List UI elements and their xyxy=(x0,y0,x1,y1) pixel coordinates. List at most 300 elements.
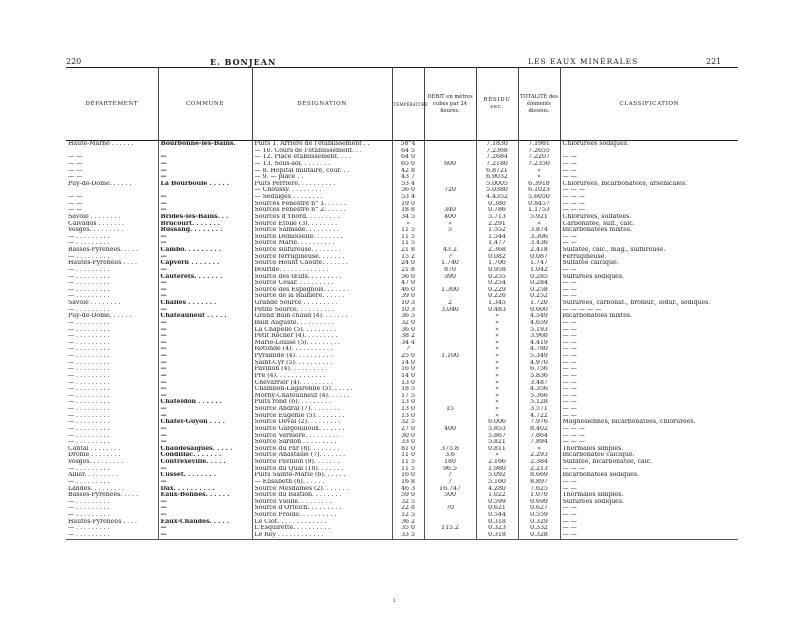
table-row xyxy=(66,201,738,208)
cell-temperature: 13 0 xyxy=(392,399,424,406)
cell-classification: — — xyxy=(560,380,738,387)
cell-debit: ? xyxy=(424,254,476,261)
cell-debit: 400 xyxy=(424,214,476,221)
cell-debit xyxy=(424,313,476,320)
cell-departement: — . . . . . . . . . xyxy=(66,380,158,387)
cell-debit xyxy=(424,512,476,519)
table-row xyxy=(66,240,738,247)
cell-commune: — xyxy=(158,512,252,519)
cell-commune: — xyxy=(158,505,252,512)
cell-designation: Source des Espagnols. . . . . . . xyxy=(252,287,392,294)
cell-totalite: 5.921 xyxy=(518,214,560,221)
cell-designation: Source Anastasie (7). . . . . . . xyxy=(252,452,392,459)
cell-departement: Basses-Pyrénées. . . . . xyxy=(66,247,158,254)
cell-classification: — — xyxy=(560,280,738,287)
cell-designation: Le Clot. . . . . . . . . . . . . xyxy=(252,519,392,526)
cell-classification: — — xyxy=(560,366,738,373)
cell-residu: 4.4352 xyxy=(476,194,518,201)
cell-residu: » xyxy=(476,320,518,327)
cell-debit: 1.300 xyxy=(424,287,476,294)
cell-residu: 0.082 xyxy=(476,254,518,261)
cell-residu: 7.1830 xyxy=(476,141,518,148)
running-title: LES EAUX MINÉRALES xyxy=(528,57,639,66)
cell-totalite: 5.366 xyxy=(518,393,560,400)
cell-designation: Sources d'Ybord. . . . . . . . . xyxy=(252,214,392,221)
cell-temperature: 14 0 xyxy=(392,360,424,367)
cell-departement: — . . . . . . . . . xyxy=(66,287,158,294)
table-row xyxy=(66,214,738,221)
cell-debit: 115.2 xyxy=(424,525,476,532)
cell-residu: 0.318 xyxy=(476,519,518,526)
cell-classification: — — xyxy=(560,406,738,413)
cell-classification: — — xyxy=(560,525,738,532)
cell-residu: 1.477 xyxy=(476,240,518,247)
cell-totalite: 8.402 xyxy=(518,426,560,433)
cell-departement: — . . . . . . . . . xyxy=(66,373,158,380)
cell-temperature: 10 3 xyxy=(392,300,424,307)
cell-designation: Source Vernière. . . . . . . . . xyxy=(252,433,392,440)
cell-designation: Source Mesdames (2). . . . . . . xyxy=(252,486,392,493)
cell-commune: — xyxy=(158,207,252,214)
cell-residu: 0.483 xyxy=(476,307,518,314)
cell-residu: 1.700 xyxy=(476,260,518,267)
cell-departement: — . . . . . . . . . xyxy=(66,327,158,334)
table-row xyxy=(66,492,738,499)
cell-totalite: 5.836 xyxy=(518,373,560,380)
cell-designation: Puits 1. Arrière de l'établissement . . xyxy=(252,141,392,148)
cell-debit xyxy=(424,380,476,387)
cell-residu: 5.853 xyxy=(476,426,518,433)
cell-debit: 870 xyxy=(424,267,476,274)
cell-classification: Magnésiennes, bicarbonatées, chlorurées. xyxy=(560,419,738,426)
cell-totalite: 1.747 xyxy=(518,260,560,267)
table-row xyxy=(66,234,738,241)
cell-residu: 6.8721 xyxy=(476,168,518,175)
cell-debit: 720 xyxy=(424,187,476,194)
cell-temperature: 18 8 xyxy=(392,207,424,214)
cell-classification: — — xyxy=(560,168,738,175)
cell-debit: 96.5 xyxy=(424,466,476,473)
table-row xyxy=(66,307,738,314)
cell-debit xyxy=(424,386,476,393)
cell-departement: Haute-Marne . . . . . . xyxy=(66,141,158,148)
cell-totalite: 3.436 xyxy=(518,240,560,247)
table-row xyxy=(66,254,738,261)
cell-totalite: 7.864 xyxy=(518,433,560,440)
table-row xyxy=(66,227,738,234)
cell-temperature: 27 0 xyxy=(392,426,424,433)
cell-designation: Chambon-Lagarenne (5). . . . . . xyxy=(252,386,392,393)
cell-totalite: 0.285 xyxy=(518,274,560,281)
cell-classification: — — xyxy=(560,287,738,294)
cell-temperature: 59 0 xyxy=(392,492,424,499)
cell-residu: 7.2368 xyxy=(476,148,518,155)
cell-designation: Marie-Louise (5). . . . . . . . . xyxy=(252,340,392,347)
cell-residu: 1.022 xyxy=(476,492,518,499)
cell-commune: — xyxy=(158,154,252,161)
cell-debit xyxy=(424,439,476,446)
cell-classification: — — xyxy=(560,333,738,340)
cell-departement: — . . . . . . . . . xyxy=(66,333,158,340)
cell-totalite: 3.487 xyxy=(518,380,560,387)
cell-departement: Vosges. . . . . . . . . xyxy=(66,459,158,466)
cell-classification: — — xyxy=(560,234,738,241)
cell-totalite: 0.8457 xyxy=(518,201,560,208)
cell-commune: Brucourt. . . . . . . xyxy=(158,221,252,228)
table-row xyxy=(66,141,738,148)
cell-commune: — xyxy=(158,525,252,532)
cell-totalite: 0.600 xyxy=(518,307,560,314)
cell-designation: Puits rond (6). . . . . . . . . xyxy=(252,399,392,406)
table-row xyxy=(66,373,738,380)
table-row xyxy=(66,525,738,532)
table-row xyxy=(66,280,738,287)
cell-temperature: 19 0 xyxy=(392,201,424,208)
cell-commune: — xyxy=(158,240,252,247)
cell-debit xyxy=(424,333,476,340)
cell-temperature: 33 5 xyxy=(392,532,424,539)
cell-designation: — 12. Place établissement. . . . xyxy=(252,154,392,161)
table-row xyxy=(66,161,738,168)
cell-totalite: 2.213 xyxy=(518,466,560,473)
cell-residu: 0.811 xyxy=(476,446,518,453)
cell-temperature: 10 3 xyxy=(392,307,424,314)
cell-totalite: 0.329 xyxy=(518,519,560,526)
cell-departement: Hautes-Pyrénées . . . . xyxy=(66,519,158,526)
table-row xyxy=(66,327,738,334)
cell-designation: Source du Par (8). . . . . . . . xyxy=(252,446,392,453)
cell-residu: 5.821 xyxy=(476,439,518,446)
cell-designation: Source des Œufs. . . . . . . . . xyxy=(252,274,392,281)
cell-residu: » xyxy=(476,313,518,320)
cell-classification: Bicarbonatées mixtes. xyxy=(560,313,738,320)
cell-commune: Chaudesaigues. . . . . xyxy=(158,446,252,453)
cell-departement: — . . . . . . . . . xyxy=(66,426,158,433)
cell-classification: — — xyxy=(560,154,738,161)
cell-departement: — . . . . . . . . . xyxy=(66,406,158,413)
table-row xyxy=(66,519,738,526)
cell-totalite: 0.332 xyxy=(518,525,560,532)
cell-temperature: 81 0 xyxy=(392,446,424,453)
mineral-waters-table xyxy=(66,67,738,540)
table-row xyxy=(66,221,738,228)
cell-debit xyxy=(424,393,476,400)
col-header-totalite: TOTALITÉ des éléments dissous. xyxy=(518,68,560,141)
cell-temperature: 22 8 xyxy=(392,505,424,512)
cell-commune: — xyxy=(158,194,252,201)
running-author: E. BONJEAN xyxy=(210,57,277,67)
cell-designation: Source d'Orteich. . . . . . . . . xyxy=(252,505,392,512)
cell-departement: — . . . . . . . . . xyxy=(66,393,158,400)
cell-residu: 4.280 xyxy=(476,486,518,493)
cell-designation: Grand Bain chaud (4). . . . . . . xyxy=(252,313,392,320)
cell-debit: ? xyxy=(424,472,476,479)
cell-classification: — — — xyxy=(560,466,738,473)
cell-classification: — — xyxy=(560,174,738,181)
cell-commune: Châtel-Guyon . . . . xyxy=(158,419,252,426)
table-row xyxy=(66,340,738,347)
cell-debit xyxy=(424,499,476,506)
cell-designation: Source Froide. . . . . . . . . . xyxy=(252,512,392,519)
cell-debit: 390 xyxy=(424,274,476,281)
cell-totalite: » xyxy=(518,174,560,181)
cell-totalite: 2.384 xyxy=(518,459,560,466)
cell-commune: — xyxy=(158,360,252,367)
cell-totalite: 0.087 xyxy=(518,254,560,261)
cell-classification: — — xyxy=(560,373,738,380)
cell-debit xyxy=(424,373,476,380)
cell-temperature: 34 5 xyxy=(392,214,424,221)
cell-commune: — xyxy=(158,346,252,353)
cell-debit: 375.8 xyxy=(424,446,476,453)
cell-totalite: 3.874 xyxy=(518,227,560,234)
cell-commune: Cusset. . . . . . . . xyxy=(158,472,252,479)
cell-temperature: 16 0 xyxy=(392,366,424,373)
cell-classification: Bicarbonatée calcique. xyxy=(560,452,738,459)
cell-residu: 0.229 xyxy=(476,287,518,294)
cell-debit xyxy=(424,433,476,440)
cell-residu: 0.380 xyxy=(476,201,518,208)
cell-designation: La Chapelle (5). . . . . . . . . xyxy=(252,327,392,334)
cell-designation: Chevarrier (4). . . . . . . . . xyxy=(252,380,392,387)
cell-debit xyxy=(424,346,476,353)
cell-debit xyxy=(424,168,476,175)
table-row xyxy=(66,154,738,161)
cell-totalite: 8.669 xyxy=(518,472,560,479)
cell-designation: Source Gargouilloux. . . . . . . xyxy=(252,426,392,433)
cell-debit xyxy=(424,419,476,426)
cell-classification: — — — xyxy=(560,194,738,201)
table-row xyxy=(66,439,738,446)
cell-totalite: 0.328 xyxy=(518,532,560,539)
cell-commune: Contrexéville. . . . . xyxy=(158,459,252,466)
cell-commune: — xyxy=(158,168,252,175)
table-row xyxy=(66,380,738,387)
cell-debit: 43.2 xyxy=(424,247,476,254)
cell-totalite: » xyxy=(518,446,560,453)
cell-commune: Bourbonne-les-Bains. xyxy=(158,141,252,148)
cell-totalite: 7.2207 xyxy=(518,154,560,161)
col-header-departement: DÉPARTEMENT xyxy=(66,68,158,141)
cell-departement: — . . . . . . . . . xyxy=(66,505,158,512)
cell-classification: Chlorurées, bicarbonatées, arsenicales. xyxy=(560,181,738,188)
cell-temperature: 24 0 xyxy=(392,260,424,267)
cell-departement: — . . . . . . . . . xyxy=(66,346,158,353)
cell-departement: — . . . . . . . . . xyxy=(66,532,158,539)
cell-commune: Châteldon . . . . . . xyxy=(158,399,252,406)
cell-temperature: 21 8 xyxy=(392,247,424,254)
cell-residu: » xyxy=(476,346,518,353)
cell-totalite: 1.1753 xyxy=(518,207,560,214)
cell-designation: — Sedaiges . . . . . . . . xyxy=(252,194,392,201)
cell-designation: Morny-Châteauneuf (4). . . . . . xyxy=(252,393,392,400)
cell-classification: Thermales simples. xyxy=(560,492,738,499)
cell-temperature: 16 0 xyxy=(392,472,424,479)
cell-commune: Cauterets. . . . . . . xyxy=(158,274,252,281)
cell-designation: Source Etoile (3). . . . . . . . xyxy=(252,221,392,228)
cell-designation: Source ferrugineuse. . . . . . . xyxy=(252,254,392,261)
cell-commune: — xyxy=(158,373,252,380)
cell-debit xyxy=(424,201,476,208)
cell-temperature: 36 5 xyxy=(392,313,424,320)
cell-departement: — . . . . . . . . . xyxy=(66,366,158,373)
col-header-debit: DÉBIT en mètres cubes par 24 heures. xyxy=(424,68,476,141)
cell-commune: Condillac. . . . . . . xyxy=(158,452,252,459)
cell-debit: 5 xyxy=(424,227,476,234)
cell-totalite: 3.571 xyxy=(518,406,560,413)
cell-classification: Thermales simples. xyxy=(560,446,738,453)
cell-departement: — . . . . . . . . . xyxy=(66,525,158,532)
cell-residu: 0.254 xyxy=(476,280,518,287)
cell-departement xyxy=(66,148,158,155)
cell-totalite: 3.968 xyxy=(518,333,560,340)
cell-designation: Source Deval (2). . . . . . . . . xyxy=(252,419,392,426)
cell-commune: Capvern . . . . . . . xyxy=(158,260,252,267)
cell-departement: Basses-Pyrénées. . . . . xyxy=(66,492,158,499)
cell-temperature: 53 4 xyxy=(392,194,424,201)
cell-residu: 0.318 xyxy=(476,532,518,539)
cell-departement: Savoie . . . . . . . . xyxy=(66,214,158,221)
cell-designation: Source du Bastion. . . . . . . . xyxy=(252,492,392,499)
cell-temperature: 42 8 xyxy=(392,168,424,175)
cell-debit: ? xyxy=(424,479,476,486)
table-row xyxy=(66,393,738,400)
cell-debit xyxy=(424,194,476,201)
cell-classification: Chlorurées, sulfatées. xyxy=(560,214,738,221)
cell-classification: Sulfatée calcique. xyxy=(560,260,738,267)
cell-temperature: 15 2 xyxy=(392,254,424,261)
cell-commune: — xyxy=(158,280,252,287)
cell-residu: 0.323 xyxy=(476,525,518,532)
cell-residu: » xyxy=(476,452,518,459)
cell-departement: — — xyxy=(66,168,158,175)
cell-designation: Source Demoiselle. . . . . . . . xyxy=(252,234,392,241)
cell-residu: » xyxy=(476,340,518,347)
cell-totalite: 7.2350 xyxy=(518,161,560,168)
cell-debit xyxy=(424,360,476,367)
cell-departement: — — xyxy=(66,154,158,161)
cell-designation: Puits Perrière. . . . . . . . . . xyxy=(252,181,392,188)
cell-residu: 6.006 xyxy=(476,419,518,426)
table-row xyxy=(66,346,738,353)
cell-classification: Chlorurées sodiques. xyxy=(560,141,738,148)
cell-classification: — — xyxy=(560,327,738,334)
cell-designation: Source du Quai (10). . . . . . . xyxy=(252,466,392,473)
cell-departement: — . . . . . . . . . xyxy=(66,499,158,506)
cell-commune: — xyxy=(158,340,252,347)
table-row xyxy=(66,512,738,519)
table-row xyxy=(66,207,738,214)
cell-debit: 15 xyxy=(424,406,476,413)
right-page-number: 221 xyxy=(706,57,722,66)
table-row xyxy=(66,287,738,294)
table-row xyxy=(66,181,738,188)
cell-classification: — — xyxy=(560,320,738,327)
cell-debit xyxy=(424,148,476,155)
cell-departement: — . . . . . . . . . xyxy=(66,360,158,367)
table-row xyxy=(66,366,738,373)
cell-commune: — xyxy=(158,380,252,387)
cell-designation: — 10. Cours de l'établissement. . . xyxy=(252,148,392,155)
cell-temperature: 38 2 xyxy=(392,333,424,340)
cell-totalite: 5.193 xyxy=(518,327,560,334)
cell-classification: — — xyxy=(560,519,738,526)
cell-temperature: 11 0 xyxy=(392,452,424,459)
cell-commune: Dax. . . . . . . . . . xyxy=(158,486,252,493)
cell-debit xyxy=(424,519,476,526)
cell-residu: » xyxy=(476,353,518,360)
cell-residu: 5.713 xyxy=(476,214,518,221)
cell-commune: Bussang. . . . . . . . xyxy=(158,227,252,234)
table-row xyxy=(66,320,738,327)
cell-departement: Landes. . . . . . . . . xyxy=(66,486,158,493)
cell-residu: 5.0005 xyxy=(476,181,518,188)
table-row xyxy=(66,274,738,281)
cell-temperature: 43 7 xyxy=(392,174,424,181)
cell-temperature: 11 5 xyxy=(392,240,424,247)
cell-residu: 0.544 xyxy=(476,512,518,519)
cell-classification: — — xyxy=(560,505,738,512)
cell-residu: 1.345 xyxy=(476,300,518,307)
cell-designation: Source Hount Caoute. . . . . . . xyxy=(252,260,392,267)
cell-debit xyxy=(424,293,476,300)
cell-classification: Sulfurées sodiques. xyxy=(560,274,738,281)
table-row xyxy=(66,386,738,393)
cell-temperature: 12 5 xyxy=(392,512,424,519)
cell-departement: — . . . . . . . . . xyxy=(66,274,158,281)
cell-temperature: 36 2 xyxy=(392,519,424,526)
cell-totalite: 6.756 xyxy=(518,366,560,373)
cell-departement: — . . . . . . . . . xyxy=(66,340,158,347)
col-header-temperature: TEMPÉRATURE xyxy=(392,68,424,141)
cell-designation: Bain Auguste. . . . . . . . . . xyxy=(252,320,392,327)
table-row xyxy=(66,472,738,479)
table-row xyxy=(66,148,738,155)
cell-commune: — xyxy=(158,161,252,168)
table-row xyxy=(66,466,738,473)
cell-residu: 1.980 xyxy=(476,466,518,473)
cell-commune: — xyxy=(158,439,252,446)
cell-debit xyxy=(424,234,476,241)
cell-departement: — . . . . . . . . . xyxy=(66,240,158,247)
cell-departement: — . . . . . . . . . xyxy=(66,479,158,486)
cell-temperature: 56 0 xyxy=(392,187,424,194)
cell-commune: — xyxy=(158,254,252,261)
cell-temperature: 11 5 xyxy=(392,234,424,241)
cell-temperature: 46 3 xyxy=(392,486,424,493)
cell-totalite: 4.549 xyxy=(518,313,560,320)
cell-commune: — xyxy=(158,267,252,274)
cell-temperature: 32 0 xyxy=(392,320,424,327)
cell-debit: 1.100 xyxy=(424,353,476,360)
cell-classification: Sulfatée, bicarbonatée, calc. xyxy=(560,459,738,466)
cell-temperature: 14 0 xyxy=(392,373,424,380)
cell-debit: 3.040 xyxy=(424,307,476,314)
cell-commune: — xyxy=(158,327,252,334)
cell-residu: 7.2684 xyxy=(476,154,518,161)
cell-departement: — — xyxy=(66,174,158,181)
cell-debit xyxy=(424,340,476,347)
cell-departement: Puy-de-Dôme. . . . . . xyxy=(66,181,158,188)
cell-classification: — — xyxy=(560,161,738,168)
cell-temperature: 35 0 xyxy=(392,525,424,532)
cell-temperature: 13 0 xyxy=(392,406,424,413)
cell-classification: — — xyxy=(560,360,738,367)
cell-classification: — — xyxy=(560,267,738,274)
cell-departement: — . . . . . . . . . xyxy=(66,293,158,300)
cell-classification: — — xyxy=(560,512,738,519)
cell-totalite: » xyxy=(518,168,560,175)
